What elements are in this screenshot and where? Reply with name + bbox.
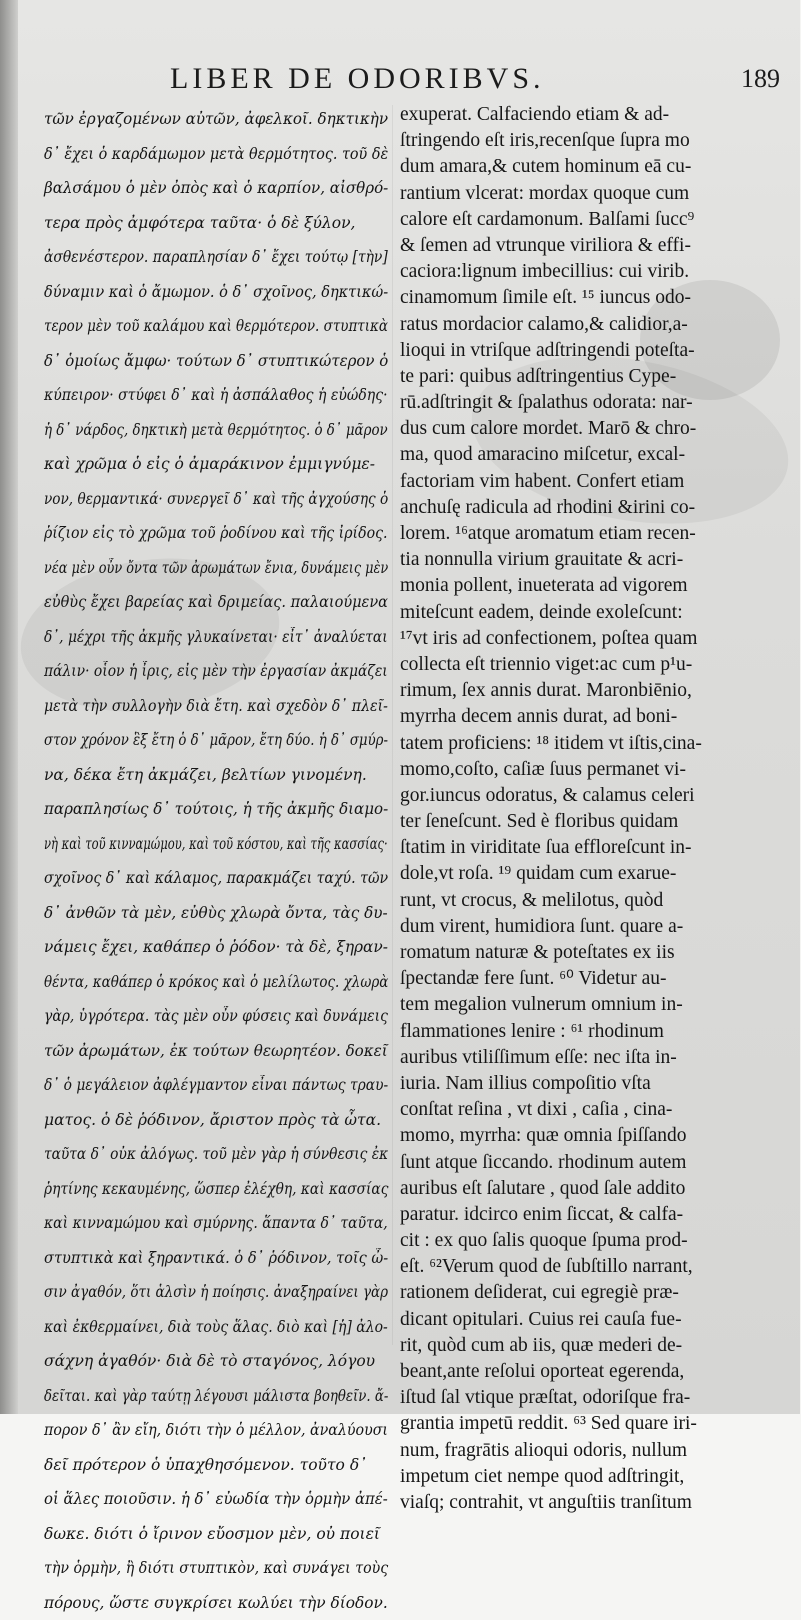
latin-text-line: grantia impetū reddit. ⁶³ Sed quare iri- bbox=[400, 1411, 784, 1437]
latin-text-line: & ſemen ad vtrunque viriliora & effi- bbox=[400, 233, 784, 259]
greek-text-line: δ᾽, μέχρι τῆς ἀκμῆς γλυκαίνεται· εἶτ᾽ ἀναλύεται bbox=[44, 620, 388, 655]
latin-text-line: iuria. Nam illius compoſitio vſta bbox=[400, 1071, 784, 1097]
latin-text-line: tem megalion vulnerum omnium in- bbox=[400, 992, 784, 1018]
latin-text-line: ſtatim in viriditate ſua effloreſcunt in- bbox=[400, 835, 784, 861]
greek-text-line: δ᾽ ἔχει ὁ καρδάμωμον μετὰ θερμότητος. τοῦ δὲ bbox=[44, 137, 388, 172]
latin-text-line: dum amara,& cutem hominum eā cu- bbox=[400, 154, 784, 180]
greek-text-line: νάμεις ἔχει, καθάπερ ὁ ῥόδον· τὰ δὲ, ξηραν- bbox=[44, 930, 388, 965]
latin-text-line: ſpectandæ fere ſunt. ⁶⁰ Videtur au- bbox=[400, 966, 784, 992]
greek-text-line: σχοῖνος δ᾽ καὶ κάλαμος, παρακμάζει ταχύ. τῶν bbox=[44, 861, 388, 896]
greek-text-line: ἡ δ᾽ νάρδος, δηκτικὴ μετὰ θερμότητος. ὁ δ᾽ μᾶρον bbox=[44, 413, 388, 448]
latin-text-line: miteſcunt eadem, deinde exoleſcunt: bbox=[400, 600, 784, 626]
greek-text-line: οἱ ἅλες ποιοῦσιν. ἡ δ᾽ εὐωδία τὴν ὁρμὴν ἀπέ- bbox=[44, 1482, 388, 1517]
greek-text-line: ἀσθενέστερον. παραπλησίαν δ᾽ ἔχει τούτῳ [τὴν] bbox=[44, 240, 388, 275]
greek-text-line: ταῦτα δ᾽ οὐκ ἀλόγως. τοῦ μὲν γὰρ ἡ σύνθεσις ἐκ bbox=[44, 1137, 388, 1172]
greek-text-line: τερον μὲν τοῦ καλάμου καὶ θερμότερον. στυπτικὰ bbox=[44, 309, 388, 344]
latin-text-line: gor.iuncus odoratus, & calamus celeri bbox=[400, 783, 784, 809]
greek-text-line: γὰρ, ὑγρότερα. τὰς μὲν οὖν φύσεις καὶ δυνάμεις bbox=[44, 999, 388, 1034]
latin-text-line: auribus vtiliſſimum eſſe: nec iſta in- bbox=[400, 1045, 784, 1071]
latin-text-line: caciora:lignum imbecillius: cui virib. bbox=[400, 259, 784, 285]
latin-text-line: ratus mordacior calamo,& calidior,a- bbox=[400, 312, 784, 338]
greek-text-line: μετὰ τὴν συλλογὴν διὰ ἔτη. καὶ σχεδὸν δ᾽ πλεῖ- bbox=[44, 689, 388, 724]
greek-text-line: δ᾽ ὁ μεγάλειον ἀφλέγμαντον εἶναι πάντως τραυ- bbox=[44, 1068, 388, 1103]
latin-text-line: impetum ciet nempe quod adſtringit, bbox=[400, 1464, 784, 1490]
greek-text-line: πάλιν· οἷον ἡ ἶρις, εἰς μὲν τὴν ἐργασίαν ἀκμάζει bbox=[44, 654, 388, 689]
latin-text-column bbox=[400, 102, 784, 1352]
greek-text-line: καὶ χρῶμα ὁ εἰς ὁ ἀμαράκινον ἐμμιγνύμε- bbox=[44, 447, 388, 482]
greek-text-line: δ᾽ ὁμοίως ἄμφω· τούτων δ᾽ στυπτικώτερον ὁ bbox=[44, 344, 388, 379]
greek-text-line: δεῖ πρότερον ὁ ὑπαχθησόμενον. τοῦτο δ᾽ bbox=[44, 1448, 388, 1483]
latin-text-line: rantium vlcerat: mordax quoque cum bbox=[400, 181, 784, 207]
latin-text-line: dole,vt roſa. ¹⁹ quidam cum exarue- bbox=[400, 861, 784, 887]
latin-text-line: monia pollent, inueterata ad vigorem bbox=[400, 573, 784, 599]
page-header bbox=[170, 62, 780, 102]
latin-text-line: dicant opitulari. Cuius rei cauſa fue- bbox=[400, 1307, 784, 1333]
latin-text-line: rū.adſtringit & ſpalathus odorata: nar- bbox=[400, 390, 784, 416]
latin-text-line: rimum, ſex annis durat. Maronbiēnio, bbox=[400, 678, 784, 704]
greek-text-line: καὶ ἐκθερμαίνει, διὰ τοὺς ἅλας. διὸ καὶ [ἡ] ἀλο- bbox=[44, 1310, 388, 1345]
latin-text-line: flammationes lenire : ⁶¹ rhodinum bbox=[400, 1019, 784, 1045]
greek-text-line: εὐθὺς ἔχει βαρείας καὶ δριμείας. παλαιούμενα bbox=[44, 585, 388, 620]
latin-text-line: num, fragrātis alioqui odoris, nullum bbox=[400, 1438, 784, 1464]
latin-text-line: paratur. idcirco enim ſiccat, & calfa- bbox=[400, 1202, 784, 1228]
latin-text-line: momo,coſto, caſiæ ſuus permanet vi- bbox=[400, 757, 784, 783]
greek-text-line: θέντα, καθάπερ ὁ κρόκος καὶ ὁ μελίλωτος. χλωρὰ bbox=[44, 965, 388, 1000]
latin-text-line: cinamomum ſimile eſt. ¹⁵ iuncus odo- bbox=[400, 285, 784, 311]
latin-text-line: lioqui in vtriſque adſtringendi poteſta- bbox=[400, 338, 784, 364]
latin-text-line: factoriam vim habent. Confert etiam bbox=[400, 469, 784, 495]
greek-text-line: κύπειρον· στύφει δ᾽ καὶ ἡ ἀσπάλαθος ἡ εὐώδης· bbox=[44, 378, 388, 413]
latin-text-line: conſtat reſina , vt dixi , caſia , cina- bbox=[400, 1097, 784, 1123]
latin-text-line: collecta eſt triennio viget:ac cum p¹u- bbox=[400, 652, 784, 678]
greek-text-line: δ᾽ ἀνθῶν τὰ μὲν, εὐθὺς χλωρὰ ὄντα, τὰς δυ- bbox=[44, 896, 388, 931]
latin-text-line: exuperat. Calfaciendo etiam & ad- bbox=[400, 102, 784, 128]
latin-text-line: beant,ante reſolui oporteat egerenda, bbox=[400, 1359, 784, 1385]
greek-text-line: νὴ καὶ τοῦ κινναμώμου, καὶ τοῦ κόστου, καὶ τῆς κασσίας· bbox=[44, 827, 388, 862]
greek-text-line: στον χρόνον ἓξ ἔτη ὁ δ᾽ μᾶρον, ἔτη δύο. ἡ δ᾽ σμύρ- bbox=[44, 723, 388, 758]
greek-text-line: πορον δ᾽ ἂν εἴη, διότι τὴν ὁ μέλλον, ἀναλύουσι bbox=[44, 1413, 388, 1448]
greek-text-line: να, δέκα ἔτη ἀκμάζει, βελτίων γινομένη. bbox=[44, 758, 388, 793]
greek-text-line: δεῖται. καὶ γὰρ ταύτῃ λέγουσι μάλιστα βοηθεῖν. ἄ- bbox=[44, 1379, 388, 1414]
latin-text-line: romatum naturæ & poteſtates ex iis bbox=[400, 940, 784, 966]
greek-text-line: δύναμιν καὶ ὁ ἄμωμον. ὁ δ᾽ σχοῖνος, δηκτικώ- bbox=[44, 275, 388, 310]
greek-text-line: τερα πρὸς ἀμφότερα ταῦτα· ὁ δὲ ξύλον, bbox=[44, 206, 388, 241]
running-title: LIBER DE ODORIBVS. bbox=[170, 62, 545, 96]
greek-text-line: δωκε. διότι ὁ ἴρινον εὔοσμον μὲν, οὐ ποιεῖ bbox=[44, 1517, 388, 1552]
latin-text-line: iſtud ſal vtique præſtat, odoriſque fra- bbox=[400, 1385, 784, 1411]
latin-text-line: ma, quod amaracino miſcetur, excal- bbox=[400, 442, 784, 468]
latin-text-line: eſt. ⁶²Verum quod de ſubſtillo narrant, bbox=[400, 1254, 784, 1280]
column-divider bbox=[392, 105, 393, 1345]
latin-text-line: anchuſę radicula ad rhodini &irini co- bbox=[400, 495, 784, 521]
latin-text-line: rit, quòd cum ab iis, quæ mederi de- bbox=[400, 1333, 784, 1359]
greek-text-line: τῶν ἐργαζομένων αὐτῶν, ἀφελκοῖ. δηκτικὴν bbox=[44, 102, 388, 137]
latin-text-line: cit : ex quo ſalis quoque ſpuma prod- bbox=[400, 1228, 784, 1254]
page-number: 189 bbox=[741, 64, 780, 94]
latin-text-line: rationem deſiderat, cui egregiè præ- bbox=[400, 1280, 784, 1306]
greek-text-line: ῥητίνης κεκαυμένης, ὥσπερ ἐλέχθη, καὶ κασσίας bbox=[44, 1172, 388, 1207]
greek-text-column bbox=[44, 102, 388, 1372]
greek-text-line: νον, θερμαντικά· συνεργεῖ δ᾽ καὶ τῆς ἀγχούσης ὁ bbox=[44, 482, 388, 517]
latin-text-line: ſunt atque ſiccando. rhodinum autem bbox=[400, 1150, 784, 1176]
greek-text-line: σιν ἀγαθόν, ὅτι ἁλσὶν ἡ ποίησις. ἀναξηραίνει γὰρ bbox=[44, 1275, 388, 1310]
greek-text-line: ματος. ὁ δὲ ῥόδινον, ἄριστον πρὸς τὰ ὦτα. bbox=[44, 1103, 388, 1138]
latin-text-line: ſtringendo eſt iris,recenſque ſupra mo bbox=[400, 128, 784, 154]
latin-text-line: lorem. ¹⁶atque aromatum etiam recen- bbox=[400, 521, 784, 547]
latin-text-line: momo, myrrha: quæ omnia ſpiſſando bbox=[400, 1123, 784, 1149]
latin-text-line: ¹⁷vt iris ad confectionem, poſtea quam bbox=[400, 626, 784, 652]
latin-text-line: viaſq; contrahit, vt anguſtiis tranſitum bbox=[400, 1490, 784, 1516]
greek-text-line: πόρους, ὥστε συγκρίσει κωλύει τὴν δίοδον. bbox=[44, 1586, 388, 1620]
scan-edge-shadow bbox=[0, 0, 18, 1414]
greek-text-line: στυπτικὰ καὶ ξηραντικά. ὁ δ᾽ ῥόδινον, τοῖς ὦ- bbox=[44, 1241, 388, 1276]
latin-text-line: auribus eſt ſalutare , quod ſale addito bbox=[400, 1176, 784, 1202]
greek-text-line: τῶν ἀρωμάτων, ἐκ τούτων θεωρητέον. δοκεῖ bbox=[44, 1034, 388, 1069]
greek-text-line: βαλσάμου ὁ μὲν ὀπὸς καὶ ὁ καρπίον, αἰσθρό- bbox=[44, 171, 388, 206]
greek-text-line: ῥίζιον εἰς τὸ χρῶμα τοῦ ῥοδίνου καὶ τῆς ἰρίδος. bbox=[44, 516, 388, 551]
greek-text-line: καὶ κινναμώμου καὶ σμύρνης. ἅπαντα δ᾽ ταῦτα, bbox=[44, 1206, 388, 1241]
latin-text-line: calore eſt cardamonum. Balſami ſucc⁹ bbox=[400, 207, 784, 233]
latin-text-line: myrrha decem annis durat, ad boni- bbox=[400, 704, 784, 730]
latin-text-line: runt, vt crocus, & melilotus, quòd bbox=[400, 888, 784, 914]
latin-text-line: te pari: quibus adſtringentius Cype- bbox=[400, 364, 784, 390]
greek-text-line: σάχνη ἀγαθόν· διὰ δὲ τὸ σταγόνος, λόγου bbox=[44, 1344, 388, 1379]
greek-text-line: παραπλησίως δ᾽ τούτοις, ἡ τῆς ἀκμῆς διαμο- bbox=[44, 792, 388, 827]
greek-text-line: νέα μὲν οὖν ὄντα τῶν ἀρωμάτων ἔνια, δυνάμεις μὲν bbox=[44, 551, 388, 586]
latin-text-line: tia nonnulla virium grauitate & acri- bbox=[400, 547, 784, 573]
latin-text-line: ter ſeneſcunt. Sed è floribus quidam bbox=[400, 809, 784, 835]
greek-text-line: τὴν ὁρμὴν, ἢ διότι στυπτικὸν, καὶ συνάγει τοὺς bbox=[44, 1551, 388, 1586]
latin-text-line: dus cum calore mordet. Marō & chro- bbox=[400, 416, 784, 442]
latin-text-line: dum virent, humidiora ſunt. quare a- bbox=[400, 914, 784, 940]
latin-text-line: tatem proficiens: ¹⁸ itidem vt iſtis,cina- bbox=[400, 731, 784, 757]
